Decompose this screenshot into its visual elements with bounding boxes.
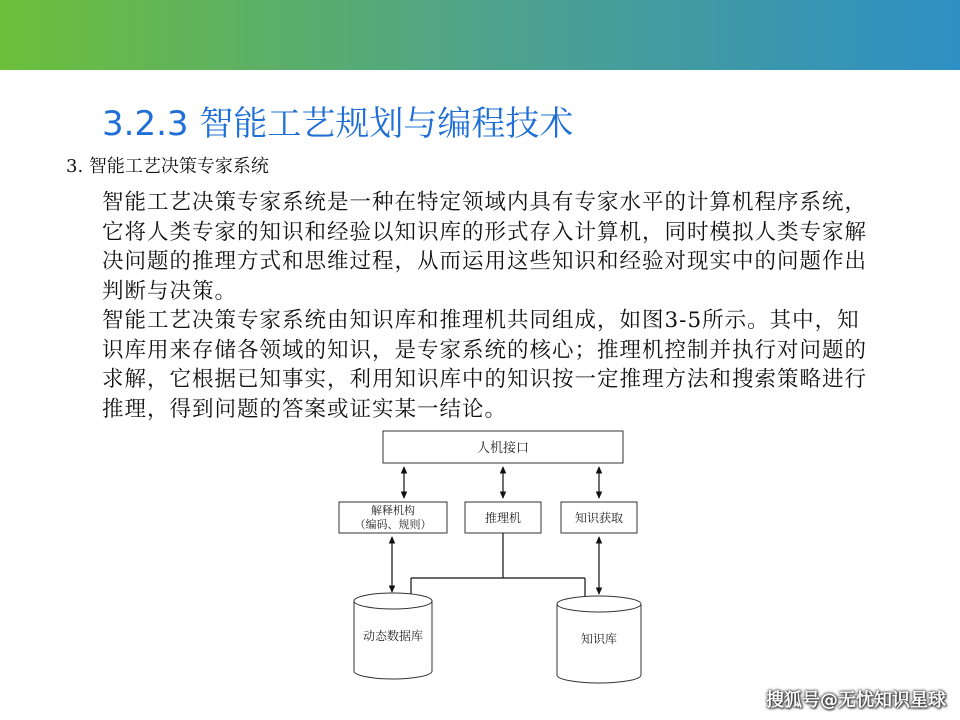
dynamic-database-label: 动态数据库 bbox=[362, 629, 424, 643]
human-interface-box bbox=[383, 431, 623, 463]
knowledge-base-cylinder bbox=[557, 596, 641, 683]
inference-engine-label: 推理机 bbox=[484, 511, 522, 525]
section-subheading: 3. 智能工艺决策专家系统 bbox=[66, 156, 269, 177]
inference-engine-box bbox=[465, 502, 541, 533]
dynamic-database-cylinder bbox=[354, 593, 432, 679]
slide-title: 3.2.3 智能工艺规划与编程技术 bbox=[102, 104, 574, 144]
explanation-label-line1: 解释机构 bbox=[371, 504, 415, 517]
explanation-box bbox=[339, 502, 447, 533]
watermark: 搜狐号@无忧知识星球 bbox=[766, 690, 946, 711]
paragraph-2: 智能工艺决策专家系统由知识库和推理机共同组成，如图3-5所示。其中，知识库用来存储各领域的知识，是专家系统的核心；推理机控制并执行对问题的求解，它根据已知事实，利用知识库中的知识按一定推理方法和搜索策略进行推理，得到问题的答案或证实某一结论。 bbox=[102, 308, 868, 422]
knowledge-base-label: 知识库 bbox=[580, 632, 618, 646]
knowledge-acquisition-box bbox=[561, 502, 637, 533]
paragraph-1: 智能工艺决策专家系统是一种在特定领域内具有专家水平的计算机程序系统，它将人类专家的知识和经验以知识库的形式存入计算机，同时模拟人类专家解决问题的推理方式和思维过程，从而运用这些知识和经验对现实中的问题作出判断与决策。 bbox=[102, 190, 868, 304]
explanation-label-line2: （编码、规则） bbox=[354, 518, 432, 531]
knowledge-acquisition-label: 知识获取 bbox=[574, 511, 624, 525]
human-interface-label: 人机接口 bbox=[476, 441, 530, 456]
